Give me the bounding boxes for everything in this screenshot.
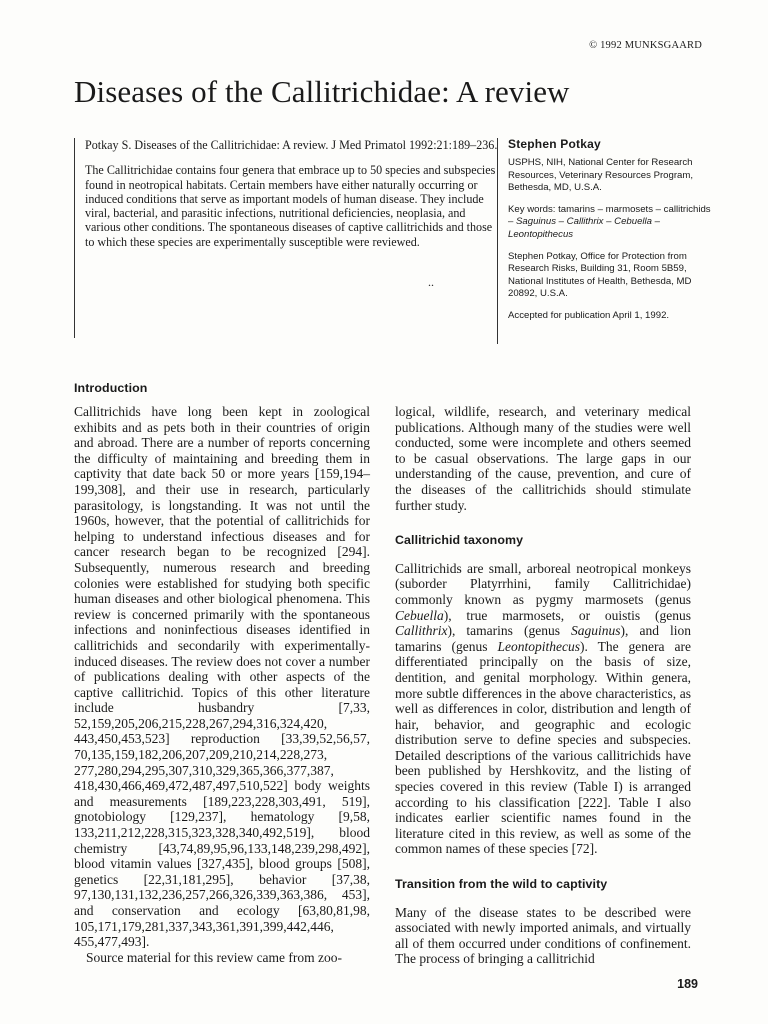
introduction-paragraph-1: Callitrichids have long been kept in zoological exhibits and as pets both in their countries of origin and abroad. There are a number of reports concerning the difficulty of maintaining and breeding them in captivity that date back 50 or more years [159,194–199,308], and their use in research, particularly parasitology, is longstanding. It was not until the 1960s, however, that the potential of callitrichids for helping to understand infectious diseases and for cancer research began to be recognized [294]. Subsequently, numerous research and breeding colonies were established for studying both specific human diseases and other biological phenomena. This review is concerned primarily with the spontaneous infections and noninfectious diseases identified in callitrichids and secondarily with experimentally-induced diseases. The review does not cover a number of publications dealing with other aspects of the captive callitrichid. Topics of this other literature include husbandry [7,33, 52,159,205,206,215,228,267,294,316,324,420, 443,450,453,523] reproduction [33,39,52,56,57, 70,135,159,182,206,207,209,210,214,228,273, 277,280,294,295,307,310,329,365,366,377,387, 418,430,466,469,472,487,497,510,522] body weights and measurements [189,223,228,303,491, 519], gnotobiology [129,237], hematology [9,58, 133,211,212,228,315,323,328,340,492,519], blood chemistry [43,74,89,95,96,133,148,239,298,492], blood vitamin values [327,435], blood groups [508], genetics [22,31,181,295], behavior [37,38, 97,130,131,132,236,257,266,326,339,363,386, 453], and conservation and ecology [63,80,81,98, 105,171,179,281,337,343,361,391,399,442,446, 455,477,493]. (74, 404, 370, 950)
author-name: Stephen Potkay (508, 137, 601, 151)
keywords (508, 204, 712, 241)
copyright-notice: © 1992 MUNKSGAARD (589, 40, 702, 51)
keywords-genera: Saguinus – Callithrix – Cebuella – Leontopithecus (508, 216, 661, 240)
article-title: Diseases of the Callitrichidae: A review (74, 74, 570, 109)
transition-paragraph: Many of the disease states to be described were associated with newly imported animals, and virtually all of them occurred under conditions of confinement. The process of bringing a callitrichid (395, 904, 691, 967)
acceptance-date: Accepted for publication April 1, 1992. (508, 310, 670, 322)
introduction-heading: Introduction (74, 381, 148, 395)
introduction-paragraph-2-continued: logical, wildlife, research, and veterinary medical publications. Although many of the studies were well conducted, some were incomplete and others seemed to be casual observations. The large gaps in our understanding of the cause, prevention, and cure of the diseases of the callitrichids should stimulate further study. (395, 404, 691, 513)
author-affiliation: USPHS, NIH, National Center for Research Resources, Veterinary Resources Program, Bethesda, MD, U.S.A. (508, 157, 694, 193)
page-number: 189 (677, 977, 698, 991)
keywords-prefix: Key words: tamarins – marmosets – callitrichids – (508, 204, 711, 228)
citation: Potkay S. Diseases of the Callitrichidae: A review. J Med Primatol 1992:21:189–236. (85, 138, 498, 152)
right-column (395, 404, 691, 967)
correspondence-address: Stephen Potkay, Office for Protection from Research Risks, Building 31, Room 5B59, National Institutes of Health, Bethesda, MD 20892, U.S.A. (508, 251, 692, 299)
transition-heading: Transition from the wild to captivity (395, 877, 608, 892)
abstract-text: The Callitrichidae contains four genera that embrace up to 50 species and subspecies found in neotropical habitats. Certain members have either naturally occurring or induced conditions that serve as important models of human disease. They include viral, bacterial, and parasitic infections, nutritional deficiencies, neoplasia, and various other conditions. The spontaneous diseases of captive callitrichids and those to which these species are experimentally susceptible were reviewed. (85, 163, 496, 249)
taxonomy-paragraph: Callitrichids are small, arboreal neotropical monkeys (suborder Platyrrhini, family Callitrichidae) commonly known as pygmy marmosets (genus Cebuella), true marmosets, or ouistis (genus Callithrix), tamarins (genus Saguinus), and lion tamarins (genus Leontopithecus). The genera are differentiated principally on the basis of size, dentition, and genital morphology. Within genera, more subtle differences in the above characteristics, as well as differences in color, distribution and length of hair, behavior, and geographic and ecologic distribution serve to define species and subspecies. Detailed descriptions of the various callitrichids have been published by Hershkovitz, and the listing of species covered in this review (Table I) is arranged according to his classification [222]. Table I also indicates earlier scientific names found in the literature cited in this review, as well as some of the common names of these species [72]. (395, 560, 691, 857)
left-column (74, 404, 370, 965)
introduction-paragraph-2-start: Source material for this review came from zoo- (86, 949, 343, 965)
taxonomy-heading: Callitrichid taxonomy (395, 533, 524, 548)
abstract-block (74, 138, 501, 338)
stray-dots: .. (428, 275, 434, 289)
author-sidebar (497, 138, 712, 344)
